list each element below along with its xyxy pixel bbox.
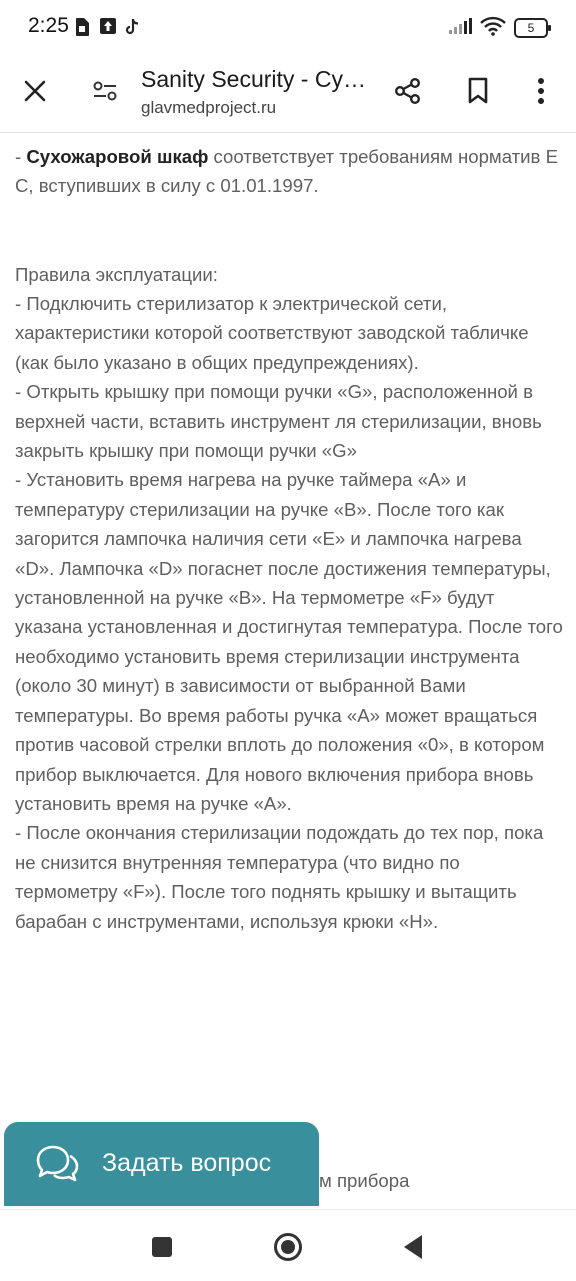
article-content — [15, 142, 563, 936]
rule-item: - Открыть крышку при помощи ручки «G», расположенной в верхней части, вставить инструмент ля стерилизации, вновь закрыть крышку при помощи ручки «G» — [15, 381, 542, 462]
rule-item: - Установить время нагрева на ручке таймера «А» и температуру стерилизации на ручке «В». После того как загорится лампочка наличия сети «Е» и лампочка нагрева «D». Лампочка «D» погаснет после достижения температуры, установленной на ручке «В». На термометре «F» будут указана установленная и достигнутая температура. После того необходимо установить время стерилизации инструмента (около 30 минут) в зависимости от выбранной Вами температуры. Во время работы ручка «А» может вращаться против часовой стрелки вплоть до положения «0», в котором прибор выключается. Для нового включения прибора вновь установить время на ручке «А». — [15, 469, 563, 814]
back-triangle-icon — [402, 1234, 424, 1260]
home-circle-icon — [273, 1232, 303, 1262]
rules-heading: Правила эксплуатации: — [15, 263, 218, 285]
close-icon — [23, 79, 47, 103]
upload-icon — [100, 18, 118, 36]
status-right — [448, 14, 548, 42]
ask-question-button[interactable] — [4, 1122, 319, 1206]
site-settings-button[interactable] — [85, 71, 125, 111]
system-nav-bar — [0, 1209, 576, 1281]
tune-icon — [92, 79, 118, 103]
paragraph-intro: - Сухожаровой шкаф соответствует требованиям норматив Е С, вступивших в силу с 01.01.1997. — [15, 146, 558, 197]
wifi-icon — [480, 16, 506, 41]
bold-term: Сухожаровой шкаф — [26, 146, 209, 167]
rule-item: - Подключить стерилизатор к электрической сети, характеристики которой соответствуют заводской табличке (как было указано в общих предупреждениях). — [15, 293, 529, 373]
back-button[interactable] — [396, 1230, 430, 1264]
status-time: 2:25 — [28, 14, 69, 37]
status-bar — [0, 0, 576, 56]
chat-bubbles-icon — [34, 1142, 80, 1186]
more-options-button[interactable] — [521, 71, 561, 111]
square-icon — [151, 1236, 173, 1258]
page-title: Sanity Security - Су… — [141, 66, 366, 92]
battery-indicator: 5 — [514, 18, 548, 38]
bookmark-button[interactable] — [458, 71, 498, 111]
recents-button[interactable] — [145, 1230, 179, 1264]
rule-item: - После окончания стерилизации подождать до тех пор, пока не снизится внутренняя температура (что видно по термометру «F»). После того поднять крышку и вытащить барабан с инструментами, используя крюки «Н». — [15, 822, 544, 932]
bookmark-icon — [467, 77, 489, 105]
ask-question-label: Задать вопрос — [102, 1149, 272, 1177]
partial-text: м прибора — [319, 1170, 410, 1191]
home-button[interactable] — [271, 1230, 305, 1264]
signal-icon — [448, 17, 472, 40]
tiktok-icon — [124, 18, 142, 36]
share-button[interactable] — [388, 71, 428, 111]
page-url: glavmedproject.ru — [141, 98, 277, 117]
sim-card-icon — [75, 18, 93, 36]
more-vert-icon — [537, 77, 545, 105]
close-button[interactable] — [15, 71, 55, 111]
share-icon — [394, 77, 422, 105]
